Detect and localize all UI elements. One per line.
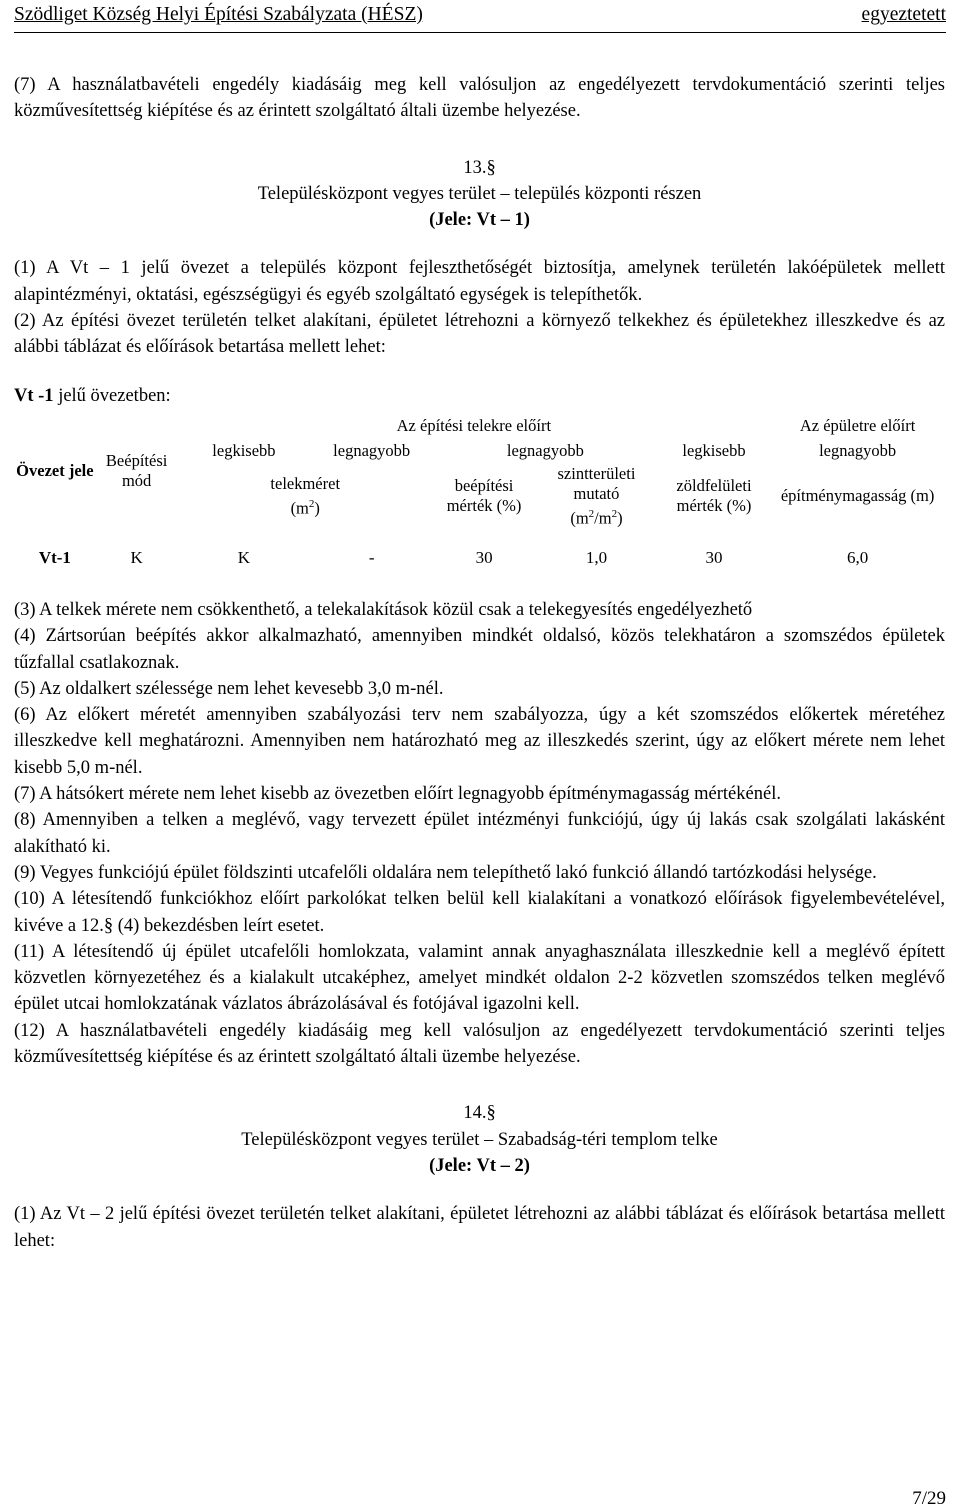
intro-paragraph: (7) A használatbavételi engedély kiadásáig meg kell valósuljon az engedélyezett tervdokumentáció szerinti teljes közművesítettség kiépítése és az érintett szolgáltató általi üzembe helyezése. xyxy=(14,75,945,122)
section-13-p9: (9) Vegyes funkciójú épület földszinti utcafelőli oldalára nem telepíthető lakó funkció állandó tartózkodási helysége. xyxy=(14,862,877,883)
qualifier-min: legkisebb xyxy=(212,440,276,460)
section-13-p4: (4) Zártsorúan beépítés akkor alkalmazható, amennyiben mindkét oldalsó, közös telekhatáron a szomszédos épületek tűzfallal csatlakoznak. xyxy=(14,626,945,673)
zone-label-header: Övezet jele xyxy=(16,460,94,480)
cell-builtup: 30 xyxy=(475,547,493,567)
section-13-p2: (2) Az építési övezet területén telket alakítani, épületet létrehozni a környező telkekhez és épületekhez illeszkedve és az alábbi táblázat és előírások betartása mellett lehet: xyxy=(14,311,945,358)
section-14-title: Településközpont vegyes terület – Szabadság-téri templom telke xyxy=(241,1129,718,1150)
section-13-code: (Jele: Vt – 1) xyxy=(429,210,530,231)
section-13-p7: (7) A hátsókert mérete nem lehet kisebb az övezetben előírt legnagyobb építménymagasság mértékénél. xyxy=(14,784,781,805)
mode-label-header: Beépítési mód xyxy=(105,450,168,490)
document-status: egyeztetett xyxy=(861,4,946,25)
qualifier-min: legkisebb xyxy=(682,440,746,460)
cell-green: 30 xyxy=(705,547,723,567)
section-13-title: Településközpont vegyes terület – település központi részen xyxy=(257,183,702,204)
qualifier-max: legnagyobb xyxy=(333,440,411,460)
cell-height: 6,0 xyxy=(846,547,869,567)
col-plot-size: telekméret $(m^2)$ xyxy=(270,473,341,518)
page-number: 7/29 xyxy=(912,1488,946,1509)
section-14-code: (Jele: Vt – 2) xyxy=(429,1155,530,1176)
qualifier-max: legnagyobb xyxy=(506,440,584,460)
zone-regulation-table xyxy=(14,413,945,573)
table-row xyxy=(14,529,945,573)
section-13-p11: (11) A létesítendő új épület utcafelőli homlokzata, valamint annak anyaghasználata illeszkednie kell a meglévő épített közvetlen környezetéhez és a kialakult utcaképhez, amelyet mindkét oldalon 2-2 közvetlen szomszédos telken meglévő épület utcai homlokzatának vázlatos ábrázolásával és fotójával igazolni kell. xyxy=(14,941,945,1015)
section-13-p3: (3) A telkek mérete nem csökkenthető, a telekalakítások közül csak a telekegyesítés engedélyezhető xyxy=(14,599,753,620)
header-rule xyxy=(14,32,946,33)
document-title: Szödliget Község Helyi Építési Szabályzata (HÉSZ) xyxy=(14,4,423,25)
qualifier-max: legnagyobb xyxy=(819,440,897,460)
section-13-p6: (6) Az előkert méretét amennyiben szabályozási terv nem szabályozza, úgy a két szomszédos előkertek méretéhez illeszkedve kell meghatározni. Amennyiben nem határozható meg az illeszkedés szerint, úgy az előkert mérete nem lehet kisebb 5,0 m-nél. xyxy=(14,705,945,778)
cell-zone: Vt-1 xyxy=(38,547,71,567)
col-floor-ratio: szintterületi mutató $(m^2/m^2)$ xyxy=(557,463,636,528)
cell-floor-ratio: 1,0 xyxy=(585,547,608,567)
plot-group-header: Az építési telekre előírt xyxy=(396,415,552,435)
page-body xyxy=(14,72,945,1254)
section-13-p12: (12) A használatbavételi engedély kiadásáig meg kell valósuljon az engedélyezett tervdokumentáció szerinti teljes közművesítettség kiépítése és az érintett szolgáltató általi üzembe helyezése. xyxy=(14,1020,945,1068)
col-builtup-ratio: beépítési mérték (%) xyxy=(446,475,522,515)
section-13-number: 13.§ xyxy=(463,157,496,178)
section-14-number: 14.§ xyxy=(463,1103,496,1124)
table-caption: Vt -1 jelű övezetben: xyxy=(14,385,171,406)
building-group-header: Az épületre előírt xyxy=(799,415,916,435)
col-building-height: építménymagasság (m) xyxy=(780,485,935,505)
page-header xyxy=(14,4,946,32)
cell-plot-max: - xyxy=(368,547,375,567)
section-13-p10: (10) A létesítendő funkciókhoz előírt parkolókat telken belül kell kialakítani a vonatkozó előírások figyelembevételével, kivéve a 12.§ (4) bekezdésben leírt esetet. xyxy=(14,889,945,936)
col-green-ratio: zöldfelületi mérték (%) xyxy=(676,475,752,515)
section-14-p1: (1) Az Vt – 2 jelű építési övezet területén telket alakítani, épületet létrehozni az alábbi táblázat és előírások betartása mellett lehet: xyxy=(14,1204,945,1251)
section-13-p8: (8) Amennyiben a telken a meglévő, vagy tervezett épület intézményi funkciójú, úgy új lakás csak szolgálati lakásként alakítható ki. xyxy=(14,810,945,857)
section-13-p1: (1) A Vt – 1 jelű övezet a település központ fejleszthetőségét biztosítja, amelynek területén lakóépületek mellett alapintézményi, oktatási, egészségügyi és egyéb szolgáltató egységek is telepíthetők. xyxy=(14,258,945,305)
section-13-p5: (5) Az oldalkert szélessége nem lehet kevesebb 3,0 m-nél. xyxy=(14,678,444,699)
cell-plot-min: K xyxy=(237,547,251,567)
cell-mode: K xyxy=(130,547,143,567)
